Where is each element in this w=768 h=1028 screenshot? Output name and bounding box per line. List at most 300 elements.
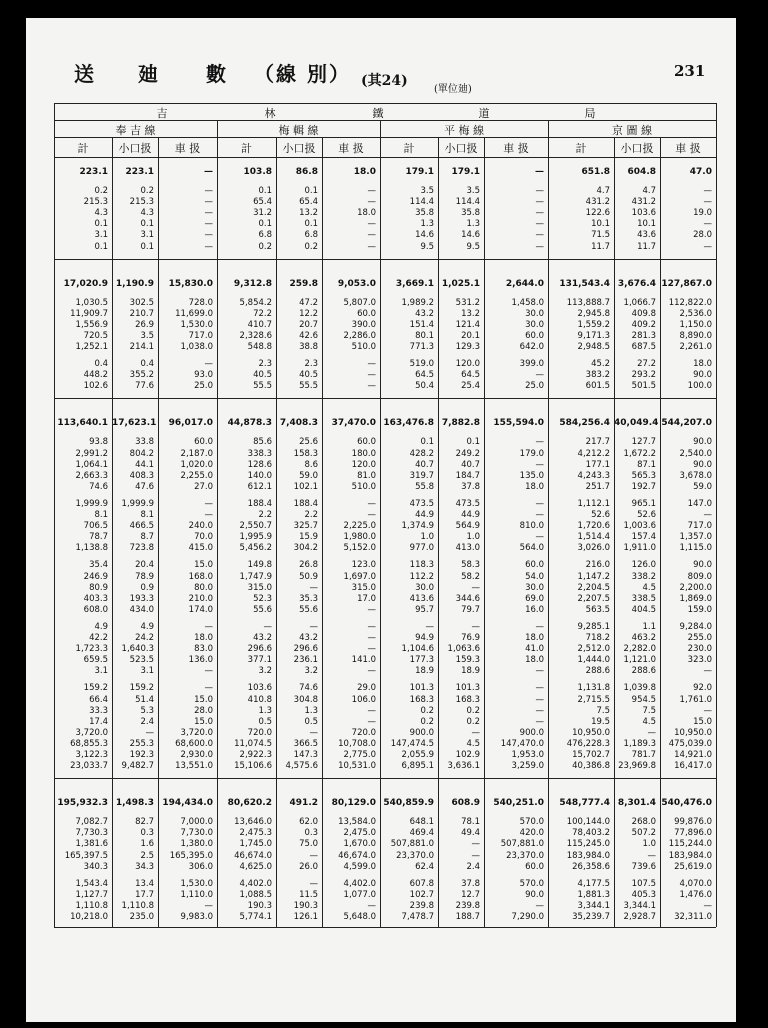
table-row (54, 828, 716, 839)
table-cell: 3,720.0 (75, 727, 108, 738)
table-cell: 410.7 (247, 319, 272, 330)
table-cell: 954.5 (631, 694, 656, 705)
table-cell: 519.0 (409, 359, 434, 370)
table-cell: 1,559.2 (577, 319, 610, 330)
table-cell: 0.4 (140, 359, 154, 370)
table-cell: 74.6 (299, 683, 318, 694)
table-cell: 122.6 (585, 208, 610, 219)
table-cell: 1,989.2 (401, 297, 434, 308)
table-cell: 35,239.7 (572, 912, 610, 922)
table-cell: 5,648.0 (343, 912, 376, 922)
table-cell: 0.1 (258, 219, 272, 230)
table-cell: 0.1 (258, 186, 272, 196)
table-cell: 17.7 (135, 889, 154, 900)
table-cell: 10,218.0 (70, 912, 108, 922)
table-cell: 771.3 (409, 342, 434, 352)
table-cell: 20.4 (135, 560, 154, 571)
table-cell: 85.6 (253, 437, 272, 448)
table-cell: 18.9 (415, 666, 434, 677)
table-cell: 17,020.9 (63, 278, 108, 289)
table-cell: 7,882.8 (441, 418, 480, 429)
table-cell: 78,403.2 (572, 828, 610, 839)
table-cell: 66.4 (89, 694, 108, 705)
table-cell: 5,152.0 (343, 543, 376, 554)
table-cell: 40.5 (253, 370, 272, 381)
table-cell: 10,950.0 (572, 727, 610, 738)
table-cell: — (309, 727, 318, 738)
table-cell: — (535, 498, 544, 509)
table-cell: — (204, 219, 213, 230)
table-cell: 2,644.0 (505, 278, 544, 289)
table-cell: 1,999.9 (75, 498, 108, 509)
table-cell: 27.2 (637, 359, 656, 370)
table-cell: 19.5 (591, 716, 610, 727)
table-cell: 900.0 (409, 727, 434, 738)
table-cell: — (535, 241, 544, 252)
table-cell: 3,344.1 (623, 900, 656, 911)
table-cell: 2,328.6 (239, 330, 272, 341)
table-cell: 1.3 (466, 219, 480, 230)
table-cell: 491.2 (289, 798, 318, 809)
column-divider (438, 137, 439, 927)
table-cell: 428.2 (409, 448, 434, 459)
table-cell: 62.4 (415, 861, 434, 872)
column-divider (614, 137, 615, 927)
table-cell: 4,402.0 (343, 878, 376, 889)
table-cell: 18.0 (357, 208, 376, 219)
table-cell: 1.0 (466, 532, 480, 543)
table-cell: 4,575.6 (285, 761, 318, 772)
table-row (54, 683, 716, 694)
table-cell: 319.7 (409, 470, 434, 481)
table-cell: 149.8 (247, 560, 272, 571)
table-cell: 147.3 (293, 750, 318, 760)
column-header: 計 (77, 142, 89, 155)
table-cell: 1,003.6 (623, 521, 656, 532)
table-cell: 390.0 (351, 319, 376, 330)
table-cell: 102.1 (293, 481, 318, 492)
table-cell: 214.1 (129, 342, 154, 352)
table-cell: 651.8 (581, 167, 610, 177)
table-cell: 47.2 (299, 297, 318, 308)
table-cell: 62.0 (299, 817, 318, 828)
table-cell: 1,745.0 (239, 839, 272, 850)
table-cell: 179.1 (451, 167, 480, 177)
table-cell: 188.7 (455, 912, 480, 922)
column-divider (322, 137, 323, 927)
table-cell: 27.0 (194, 481, 213, 492)
table-cell: — (204, 683, 213, 694)
table-cell: 0.1 (304, 219, 318, 230)
table-cell: 1,189.3 (623, 738, 656, 749)
table-cell: 192.7 (631, 481, 656, 492)
table-cell: 179.1 (405, 167, 434, 177)
table-cell: 165,397.5 (64, 850, 108, 861)
table-cell: 77.6 (135, 381, 154, 392)
table-cell: 86.8 (295, 167, 318, 177)
table-row (54, 839, 716, 850)
table-cell: 37.8 (461, 481, 480, 492)
table-cell: — (425, 621, 434, 632)
column-divider (484, 137, 485, 927)
table-cell: 50.9 (299, 571, 318, 582)
table-cell: 14.6 (461, 230, 480, 241)
table-cell: 2.2 (304, 510, 318, 520)
table-cell: — (471, 727, 480, 738)
table-cell: 2,945.8 (577, 308, 610, 319)
table-row (54, 706, 716, 717)
table-cell: 12.7 (461, 889, 480, 900)
table-cell: 30.0 (525, 582, 544, 593)
table-cell: 3.1 (140, 230, 154, 241)
table-cell: 43.2 (415, 308, 434, 319)
table-cell: 2,255.0 (180, 470, 213, 481)
table-cell: — (309, 850, 318, 861)
table-cell: 26.0 (299, 861, 318, 872)
table-cell: 4.5 (466, 738, 480, 749)
table-cell: 1,066.7 (623, 297, 656, 308)
table-cell: 25.0 (194, 381, 213, 392)
page-number: 231 (674, 62, 706, 80)
table-cell: 13.2 (299, 208, 318, 219)
table-cell: 4,177.5 (577, 878, 610, 889)
table-row (54, 499, 716, 510)
table-cell: 2,475.0 (343, 828, 376, 839)
table-cell: 10,531.0 (338, 761, 376, 772)
table-cell: 510.0 (351, 342, 376, 352)
table-cell: 1,138.8 (75, 543, 108, 554)
table-left-border (54, 103, 55, 927)
table-cell: — (471, 850, 480, 861)
table-cell: 510.0 (351, 481, 376, 492)
section-divider (54, 259, 716, 260)
table-cell: 223.1 (79, 167, 108, 177)
table-cell: 4,625.0 (239, 861, 272, 872)
table-cell: 564.9 (455, 521, 480, 532)
table-cell: 0.2 (258, 241, 272, 252)
table-cell: 183,984.0 (566, 850, 610, 861)
table-cell: — (204, 208, 213, 219)
table-row (54, 739, 716, 750)
table-cell: 18.0 (194, 633, 213, 643)
table-cell: 1,670.0 (343, 839, 376, 850)
table-cell: 246.9 (83, 571, 108, 582)
table-cell: — (647, 727, 656, 738)
table-cell: 1,911.0 (623, 543, 656, 554)
table-row (54, 298, 716, 309)
table-cell: 4.3 (140, 208, 154, 219)
table-cell: 7,730.3 (75, 828, 108, 839)
table-cell: 2,204.5 (577, 582, 610, 593)
table-cell: 473.5 (455, 498, 480, 509)
table-cell: 100.0 (687, 381, 712, 392)
table-cell: 55.5 (299, 381, 318, 392)
table-row (54, 695, 716, 706)
table-cell: 338.3 (247, 448, 272, 459)
table-cell: 123.0 (351, 560, 376, 571)
table-cell: 15.0 (194, 560, 213, 571)
table-cell: 584,256.4 (559, 418, 610, 429)
table-cell: 92.0 (693, 683, 712, 694)
table-cell: 0.2 (94, 186, 108, 196)
table-cell: — (703, 705, 712, 716)
table-cell: — (703, 510, 712, 520)
data-table (54, 103, 716, 1013)
section-divider (54, 398, 716, 399)
group-header-char: 局 (584, 107, 596, 120)
table-cell: 102.6 (83, 381, 108, 392)
table-cell: — (204, 167, 213, 177)
table-cell: 87.1 (637, 459, 656, 470)
table-cell: 1,530.0 (180, 319, 213, 330)
table-cell: 210.0 (188, 593, 213, 604)
table-cell: — (263, 621, 272, 632)
table-cell: 236.1 (293, 655, 318, 666)
table-cell: 7,290.0 (511, 912, 544, 922)
table-cell: — (647, 850, 656, 861)
table-cell: 1,953.0 (511, 750, 544, 760)
table-cell: 184.7 (455, 470, 480, 481)
group-header-char: 道 (478, 107, 490, 120)
table-cell: 90.0 (693, 459, 712, 470)
table-cell: — (535, 510, 544, 520)
table-cell: 3,720.0 (180, 727, 213, 738)
table-cell: 2,991.2 (75, 448, 108, 459)
table-cell: 338.5 (631, 593, 656, 604)
table-cell: 1,640.3 (121, 644, 154, 655)
table-cell: 1,881.3 (577, 889, 610, 900)
table-cell: 19.0 (693, 208, 712, 219)
table-cell: 0.5 (304, 716, 318, 727)
table-row (54, 449, 716, 460)
table-cell: — (535, 705, 544, 716)
table-cell: 1,064.1 (75, 459, 108, 470)
table-cell: 900.0 (519, 727, 544, 738)
table-cell: 102.9 (455, 750, 480, 760)
table-cell: 30.0 (415, 582, 434, 593)
table-cell: 3.5 (466, 186, 480, 196)
table-right-border (716, 103, 717, 927)
table-cell: 15.0 (194, 694, 213, 705)
table-cell: 83.0 (194, 644, 213, 655)
table-cell: 548.8 (247, 342, 272, 352)
table-row (54, 242, 716, 253)
table-cell: 1.1 (642, 621, 656, 632)
table-cell: — (367, 230, 376, 241)
table-cell: 1,077.0 (343, 889, 376, 900)
table-cell: 43.6 (637, 230, 656, 241)
table-cell: 1,020.0 (180, 459, 213, 470)
table-cell: 18.0 (525, 481, 544, 492)
table-cell: 1,112.1 (577, 498, 610, 509)
table-cell: 35.3 (299, 593, 318, 604)
table-row (54, 583, 716, 594)
table-cell: 1,476.0 (679, 889, 712, 900)
table-cell: 155,594.0 (493, 418, 544, 429)
table-cell: — (367, 219, 376, 230)
title-char-3: 數 (206, 62, 228, 86)
table-cell: 2,475.3 (239, 828, 272, 839)
table-cell: 40.7 (461, 459, 480, 470)
table-cell: 6,895.1 (401, 761, 434, 772)
table-cell: 46,674.0 (338, 850, 376, 861)
table-cell: 977.0 (409, 543, 434, 554)
table-row (54, 359, 716, 370)
table-cell: 1.3 (304, 705, 318, 716)
table-cell: 141.0 (351, 655, 376, 666)
table-cell: 1,150.0 (679, 319, 712, 330)
table-cell: 80.0 (194, 582, 213, 593)
table-cell: 55.8 (415, 481, 434, 492)
table-cell: 2,200.0 (679, 582, 712, 593)
table-cell: 37.8 (461, 878, 480, 889)
column-header: 計 (575, 142, 587, 155)
table-cell: 168.3 (409, 694, 434, 705)
table-cell: 0.1 (94, 219, 108, 230)
group-header-char: 吉 (156, 107, 168, 120)
table-cell: 723.8 (129, 543, 154, 554)
table-cell: 15,106.6 (234, 761, 272, 772)
table-cell: 240.0 (188, 521, 213, 532)
table-cell: 20.1 (461, 330, 480, 341)
table-cell: 239.8 (409, 900, 434, 911)
table-cell: 135.0 (519, 470, 544, 481)
table-cell: 296.6 (247, 644, 272, 655)
line-header: 平 梅 線 (444, 124, 484, 137)
table-cell: 1,980.0 (343, 532, 376, 543)
table-cell: 52.6 (591, 510, 610, 520)
table-row (54, 761, 716, 772)
table-cell: 159.0 (687, 604, 712, 615)
table-cell: 377.1 (247, 655, 272, 666)
table-cell: 0.1 (94, 241, 108, 252)
table-cell: 101.3 (455, 683, 480, 694)
table-cell: 103.6 (247, 683, 272, 694)
table-cell: 612.1 (247, 481, 272, 492)
table-cell: 72.2 (253, 308, 272, 319)
title-char-2: 廸 (138, 62, 160, 86)
table-cell: 0.1 (140, 219, 154, 230)
table-cell: 2,928.7 (623, 912, 656, 922)
table-cell: 804.2 (129, 448, 154, 459)
table-cell: 0.5 (258, 716, 272, 727)
title-suffix: （線 別） (254, 62, 351, 86)
table-cell: 34.3 (135, 861, 154, 872)
table-cell: 3,344.1 (577, 900, 610, 911)
table-cell: 355.2 (129, 370, 154, 381)
table-cell: 403.3 (83, 593, 108, 604)
table-cell: 69.0 (525, 593, 544, 604)
table-cell: 1,995.9 (239, 532, 272, 543)
table-cell: 99,876.0 (674, 817, 712, 828)
table-cell: 115,244.0 (668, 839, 712, 850)
table-cell: — (367, 381, 376, 392)
table-cell: 3,259.0 (511, 761, 544, 772)
page-header (26, 18, 736, 114)
table-cell: 3.5 (140, 330, 154, 341)
table-row (54, 717, 716, 728)
table-row (54, 208, 716, 219)
table-cell: 0.2 (140, 186, 154, 196)
table-cell: 4.5 (642, 716, 656, 727)
table-cell: 2,930.0 (180, 750, 213, 760)
table-cell: — (204, 197, 213, 208)
table-cell: 136.0 (188, 655, 213, 666)
table-cell: 102.7 (409, 889, 434, 900)
table-cell: 215.3 (129, 197, 154, 208)
table-cell: 344.6 (455, 593, 480, 604)
table-cell: 4.3 (94, 208, 108, 219)
table-cell: — (204, 510, 213, 520)
table-cell: 26,358.6 (572, 861, 610, 872)
table-cell: 11.7 (637, 241, 656, 252)
table-cell: 1,761.0 (679, 694, 712, 705)
table-cell: 2.3 (304, 359, 318, 370)
table-cell: 507.2 (631, 828, 656, 839)
table-cell: — (535, 532, 544, 543)
table-cell: 129.3 (455, 342, 480, 352)
table-cell: 79.7 (461, 604, 480, 615)
table-cell: 16.0 (525, 604, 544, 615)
table-cell: 74.6 (89, 481, 108, 492)
table-cell: 399.0 (519, 359, 544, 370)
table-cell: 2,512.0 (577, 644, 610, 655)
total-row (54, 279, 716, 290)
table-cell: 4,070.0 (679, 878, 712, 889)
table-cell: 706.5 (83, 521, 108, 532)
table-row (54, 309, 716, 320)
column-header: 小口扱 (620, 142, 654, 155)
table-cell: 42.2 (89, 633, 108, 643)
table-cell: 55.5 (253, 381, 272, 392)
table-cell: — (471, 621, 480, 632)
table-cell: 434.0 (129, 604, 154, 615)
table-cell: 2.4 (466, 861, 480, 872)
table-cell: 3.5 (420, 186, 434, 196)
table-cell: 165,395.0 (169, 850, 213, 861)
table-cell: 2,550.7 (239, 521, 272, 532)
table-cell: 3,026.0 (577, 543, 610, 554)
column-divider (660, 137, 661, 927)
table-row (54, 912, 716, 923)
table-cell: 9.5 (466, 241, 480, 252)
header-top-rule (54, 103, 716, 104)
document-page (26, 18, 736, 1022)
total-row (54, 167, 716, 178)
table-cell: 2,282.0 (623, 644, 656, 655)
table-cell: 2,055.9 (401, 750, 434, 760)
table-cell: 1,543.4 (75, 878, 108, 889)
table-cell: 9,482.7 (121, 761, 154, 772)
table-cell: 40.5 (299, 370, 318, 381)
table-cell: 51.4 (135, 694, 154, 705)
table-cell: 540,476.0 (661, 798, 712, 809)
table-cell: 1,697.0 (343, 571, 376, 582)
table-cell: 302.5 (129, 297, 154, 308)
table-cell: 230.0 (687, 644, 712, 655)
table-cell: 60.0 (357, 308, 376, 319)
table-cell: 95.7 (415, 604, 434, 615)
line-header: 梅 輯 線 (278, 124, 319, 137)
column-header: 車 扱 (338, 142, 364, 155)
column-divider (276, 137, 277, 927)
table-cell: 183,984.0 (668, 850, 712, 861)
table-cell: 179.0 (519, 448, 544, 459)
table-cell: 10.1 (591, 219, 610, 230)
column-divider (112, 137, 113, 927)
table-cell: 60.0 (525, 330, 544, 341)
table-cell: 177.3 (409, 655, 434, 666)
